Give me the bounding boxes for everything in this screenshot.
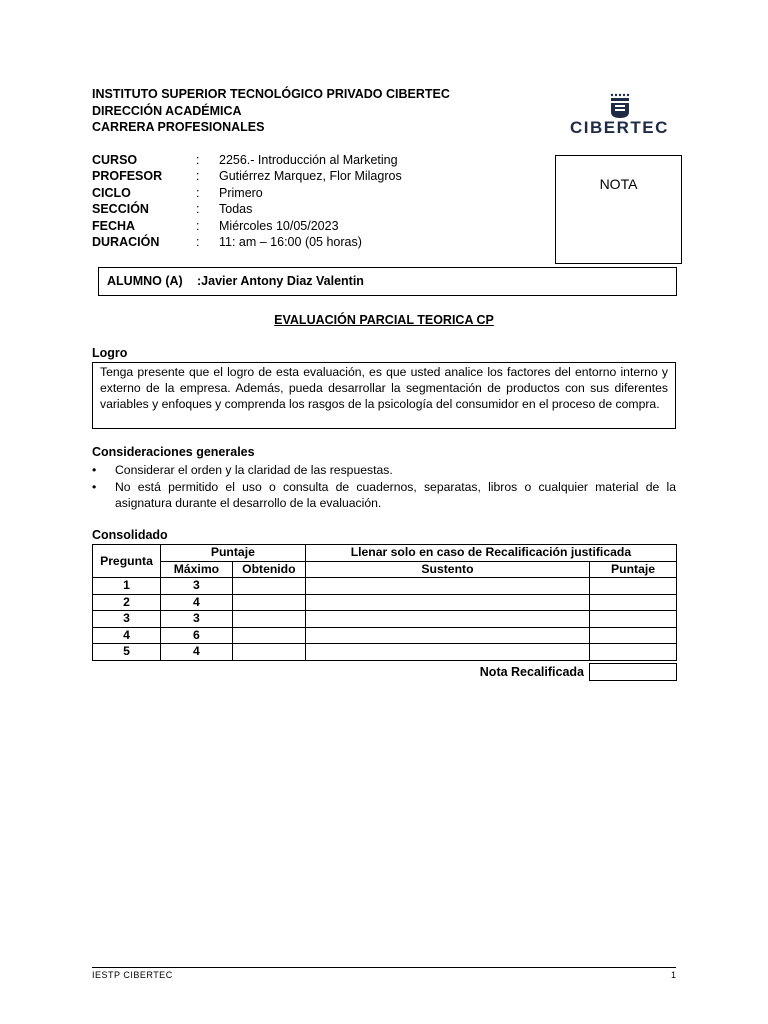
info-key: SECCIÓN [92,202,149,217]
cibertec-logo [570,92,670,138]
cell-puntaje[interactable] [590,611,677,628]
cell-puntaje[interactable] [590,578,677,595]
cell-pregunta: 3 [93,611,161,628]
header-obtenido: Obtenido [232,561,305,578]
cell-sustento[interactable] [305,627,589,644]
page-number: 1 [670,970,676,980]
cell-sustento[interactable] [305,611,589,628]
cell-maximo: 3 [160,578,232,595]
institution-name: INSTITUTO SUPERIOR TECNOLÓGICO PRIVADO CIBERTEC [92,87,450,101]
consolidated-table [92,544,677,661]
logo-text: CIBERTEC [570,118,669,137]
cell-pregunta: 2 [93,594,161,611]
recalified-grade-box[interactable] [589,663,677,681]
cell-pregunta: 1 [93,578,161,595]
cell-obtenido[interactable] [232,611,305,628]
student-box[interactable] [98,267,677,296]
info-key: PROFESOR [92,169,163,184]
footer-institution: IESTP CIBERTEC [92,970,173,980]
bullet-icon: • [92,479,97,494]
cell-obtenido[interactable] [232,644,305,661]
recalified-grade-label: Nota Recalificada [479,665,584,679]
info-key: DURACIÓN [92,234,160,249]
cell-puntaje[interactable] [590,644,677,661]
list-item [92,462,676,479]
info-sep: : [196,202,200,217]
cell-pregunta: 4 [93,627,161,644]
logro-text: Tenga presente que el logro de esta evaluación, es que usted analice los factores del entorno interno y externo de la empresa. Además, pueda desarrollar la segmentación de productos con sus diferentes variables y enfoques y comprenda los rasgos de la psicología del consumidor en el proceso de compra. [100,365,668,412]
info-sep: : [196,218,200,233]
cell-maximo: 3 [160,611,232,628]
info-key: FECHA [92,218,136,233]
info-value: Gutiérrez Marquez, Flor Milagros [219,169,402,184]
list-item [92,479,676,512]
cell-maximo: 4 [160,644,232,661]
info-sep: : [196,185,200,200]
cell-puntaje[interactable] [590,627,677,644]
crown-icon [570,92,670,120]
career-line: CARRERA PROFESIONALES [92,120,265,134]
info-sep: : [196,234,200,249]
info-key: CICLO [92,185,131,200]
evaluation-title: EVALUACIÓN PARCIAL TEORICA CP [274,313,494,327]
info-value: Todas [219,202,253,217]
header-pregunta: Pregunta [93,545,161,578]
table-row [93,627,677,644]
cell-pregunta: 5 [93,644,161,661]
student-name: :Javier Antony Diaz Valentin [197,274,364,288]
cell-maximo: 4 [160,594,232,611]
header-puntaje-recal: Puntaje [590,561,677,578]
header-recalificacion: Llenar solo en caso de Recalificación justificada [305,545,676,562]
list-item-text: No está permitido el uso o consulta de cuadernos, separatas, libros o cualquier material de la asignatura durante el desarrollo de la evaluación. [115,479,676,510]
table-row [93,578,677,595]
considerations-list [92,462,676,512]
table-header-row [93,545,677,562]
nota-label: NOTA [599,176,638,192]
info-sep: : [196,153,200,167]
info-value: Primero [219,185,263,200]
header-puntaje: Puntaje [160,545,305,562]
nota-box[interactable] [555,155,682,264]
bullet-icon: • [92,463,97,477]
consolidated-heading: Consolidado [92,528,168,542]
footer-divider [92,967,676,968]
student-label: ALUMNO (A) [107,274,183,288]
cell-sustento[interactable] [305,578,589,595]
table-row [93,594,677,611]
cell-obtenido[interactable] [232,627,305,644]
cell-puntaje[interactable] [590,594,677,611]
cell-sustento[interactable] [305,644,589,661]
cell-sustento[interactable] [305,594,589,611]
table-row [93,644,677,661]
info-value: 11: am – 16:00 (05 horas) [219,234,362,249]
header-sustento: Sustento [305,561,589,578]
cell-obtenido[interactable] [232,578,305,595]
considerations-heading: Consideraciones generales [92,445,255,459]
logro-box [92,362,676,429]
academic-direction: DIRECCIÓN ACADÉMICA [92,103,242,118]
info-value: Miércoles 10/05/2023 [219,218,339,233]
cell-obtenido[interactable] [232,594,305,611]
table-subheader-row [93,561,677,578]
institution-header [92,86,450,136]
info-sep: : [196,169,200,184]
list-item-text: Considerar el orden y la claridad de las respuestas. [115,463,393,477]
table-row [93,611,677,628]
header-maximo: Máximo [160,561,232,578]
logro-heading: Logro [92,346,128,360]
info-key: CURSO [92,153,138,167]
cell-maximo: 6 [160,627,232,644]
info-value: 2256.- Introducción al Marketing [219,153,398,167]
